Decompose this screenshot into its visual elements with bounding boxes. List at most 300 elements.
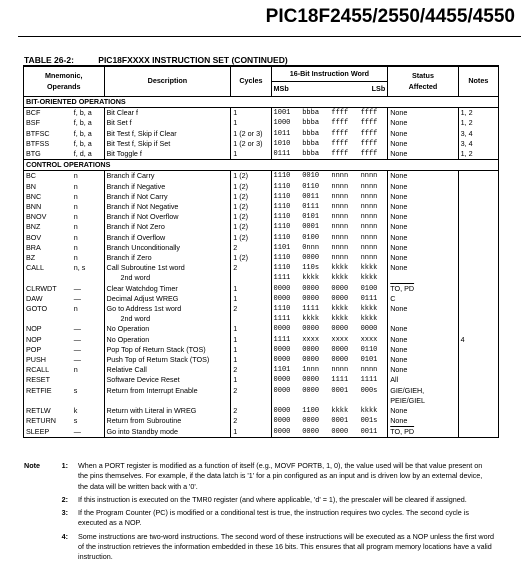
operands-cell: — (72, 335, 104, 345)
opcode-cell: 0010 (302, 172, 320, 181)
table-row (24, 182, 499, 192)
cycles-cell: 2 (231, 304, 271, 314)
cycles-cell: 1 (231, 108, 271, 119)
opcode-cell: 0000 (302, 325, 320, 334)
opcode-cell: nnnn (331, 254, 349, 263)
cycles-cell: 1 (2) (231, 233, 271, 243)
opcode-cell: nnnn (359, 365, 388, 375)
opcode-cell: nnnn (331, 213, 349, 222)
status-cell: None (388, 355, 458, 365)
note-text: When a PORT register is modified as a function of itself (e.g., MOVF PORTB, 1, 0), the value used will be that value present on the pins themselves. For example, if the data latch is '1' for a pin configured as an input and is driven low by an external device, the data will be written back with a '0'. (78, 461, 483, 491)
opcode-cell: nnnn (359, 233, 388, 243)
opcode-cell: 0111 (359, 294, 388, 304)
cycles-cell: 1 (231, 118, 271, 128)
opcode-cell: 1101 (273, 366, 291, 375)
opcode-cell: ffff (331, 119, 349, 128)
instruction-table (23, 65, 499, 438)
notes-cell (458, 212, 498, 222)
opcode-cell: 0100 (359, 284, 388, 294)
status-cell: TO, PD (388, 427, 458, 438)
note-text: Some instructions are two-word instructions. The second word of these instructions will be executed as a NOP unless the first word of the instruction retrieves the information embedded in these 16 bits. This ensures that all program memory locations have a valid instruction. (78, 531, 495, 562)
operands-cell: n (72, 222, 104, 232)
opcode-cell: ffff (329, 149, 358, 160)
opcode-cell: 0000 (273, 284, 291, 293)
description-cell: Bit Test f, Skip if Set (104, 139, 231, 149)
status-cell: None (388, 324, 458, 334)
mnemonic-cell: CLRWDT (24, 284, 72, 294)
opcode-cell: 0000 (302, 356, 320, 365)
notes-cell (458, 171, 498, 182)
mnemonic-cell: BC (24, 171, 72, 182)
mnemonic-cell: BNC (24, 192, 72, 202)
status-cell: None (388, 212, 458, 222)
opcode-cell: 1110 (273, 223, 291, 232)
status-cell: None (388, 263, 458, 273)
table-row (24, 212, 499, 222)
status-cell: None (388, 192, 458, 202)
status-cell: None (388, 129, 458, 139)
operands-cell: n (72, 182, 104, 192)
opcode-cell: 1100 (302, 407, 320, 416)
opcode-cell: 0001 (331, 386, 349, 395)
opcode-cell: 0011 (302, 192, 320, 201)
notes-cell (458, 233, 498, 243)
opcode-cell: 0000 (273, 356, 291, 365)
status-cell: None (388, 253, 458, 263)
operands-cell: — (72, 294, 104, 304)
mnemonic-cell: BOV (24, 233, 72, 243)
operands-cell: — (72, 284, 104, 294)
header-notes: Notes (458, 66, 498, 97)
description-cell: Bit Clear f (104, 108, 231, 119)
opcode-cell: 0000 (302, 376, 320, 385)
opcode-cell: nnnn (359, 182, 388, 192)
status-cell: None (388, 365, 458, 375)
mnemonic-cell (24, 396, 72, 406)
table-row (24, 149, 499, 160)
mnemonic-cell: PUSH (24, 355, 72, 365)
opcode-cell: ffff (359, 118, 388, 128)
opcode-cell: 1000 (273, 119, 291, 128)
operands-cell: — (72, 345, 104, 355)
description-cell: Go to Address 1st word (104, 304, 231, 314)
operands-cell: f, b, a (72, 108, 104, 119)
note-number: 4: (61, 531, 68, 541)
description-cell: Return from Interrupt Enable (104, 386, 231, 396)
mnemonic-cell: BCF (24, 108, 72, 119)
cycles-cell: 1 (231, 149, 271, 160)
description-cell: Branch if Carry (104, 171, 231, 182)
opcode-cell: 0001 (302, 223, 320, 232)
opcode-cell: nnnn (331, 172, 349, 181)
description-cell: Go into Standby mode (104, 427, 231, 438)
opcode-cell: 0000 (331, 345, 349, 354)
operands-cell: f, b, a (72, 118, 104, 128)
opcode-cell: 1111 (331, 376, 349, 385)
mnemonic-cell: RETLW (24, 406, 72, 416)
cycles-cell: 2 (231, 416, 271, 426)
opcode-cell: 0000 (302, 254, 320, 263)
opcode-cell: 0000 (273, 376, 291, 385)
note-number: 2: (61, 494, 68, 504)
cycles-cell: 1 (2) (231, 253, 271, 263)
section-header: BIT-ORIENTED OPERATIONS (24, 97, 499, 108)
notes-cell (458, 314, 498, 324)
notes-cell (458, 386, 498, 396)
operands-cell: n (72, 365, 104, 375)
opcode-cell: xxxx (359, 335, 388, 345)
header-mnemonic: Mnemonic, Operands (24, 66, 105, 97)
opcode-cell: 0000 (302, 386, 320, 395)
opcode-cell: 0000 (273, 325, 291, 334)
operands-cell: n (72, 243, 104, 253)
opcode-cell: nnnn (331, 203, 349, 212)
opcode-cell: bbba (300, 149, 329, 160)
mnemonic-cell: NOP (24, 335, 72, 345)
notes-cell (458, 355, 498, 365)
table-title: PIC18FXXXX INSTRUCTION SET (CONTINUED) (98, 55, 288, 65)
opcode-cell: bbba (302, 129, 320, 138)
opcode-cell: 1110 (273, 213, 291, 222)
notes-cell (458, 396, 498, 406)
notes-cell (458, 263, 498, 273)
opcode-cell: 1110 (273, 192, 291, 201)
opcode-cell: nnnn (331, 366, 349, 375)
status-cell: None (388, 233, 458, 243)
opcode-cell: ffff (359, 139, 388, 149)
cycles-cell: 1 (231, 427, 271, 438)
status-cell (388, 314, 458, 324)
opcode-cell: nnnn (359, 192, 388, 202)
cycles-cell: 1 (231, 345, 271, 355)
table-row (24, 243, 499, 253)
opcode-cell: 0000 (331, 294, 349, 303)
table-row (24, 365, 499, 375)
opcode-cell: 0000 (273, 345, 291, 354)
opcode-cell: kkkk (331, 274, 349, 283)
mnemonic-cell: BRA (24, 243, 72, 253)
operands-cell: — (72, 324, 104, 334)
mnemonic-cell: BSF (24, 118, 72, 128)
opcode-cell: 0000 (302, 284, 320, 293)
note-number: 3: (61, 508, 68, 518)
notes-cell (458, 284, 498, 294)
opcode-cell: 0000 (331, 325, 349, 334)
cycles-cell: 1 (231, 355, 271, 365)
status-cell: GIE/GIEH, (388, 386, 458, 396)
operands-cell: s (72, 416, 104, 426)
notes-cell (458, 253, 498, 263)
opcode-cell: 0000 (300, 427, 329, 438)
opcode-cell: ffff (359, 129, 388, 139)
table-row (24, 386, 499, 396)
operands-cell: n (72, 202, 104, 212)
table-row (24, 294, 499, 304)
opcode-cell: 1011 (273, 129, 291, 138)
table-row (24, 406, 499, 416)
description-cell: Branch Unconditionally (104, 243, 231, 253)
table-row (24, 304, 499, 314)
description-cell: Software Device Reset (104, 375, 231, 385)
opcode-cell: nnnn (359, 222, 388, 232)
notes-cell (458, 222, 498, 232)
mnemonic-cell: BNN (24, 202, 72, 212)
opcode-cell: 1111 (273, 335, 291, 344)
table-row (24, 375, 499, 385)
opcode-cell: nnnn (331, 192, 349, 201)
notes-cell (458, 243, 498, 253)
mnemonic-cell: BNZ (24, 222, 72, 232)
table-row (24, 427, 499, 438)
notes-cell: 1, 2 (458, 108, 498, 119)
opcode-cell: 0110 (359, 345, 388, 355)
operands-cell: n (72, 253, 104, 263)
description-cell: No Operation (104, 324, 231, 334)
header-lsb: LSb (329, 82, 387, 97)
table-row (24, 233, 499, 243)
opcode-cell: 0000 (329, 427, 358, 438)
opcode-cell: 1111 (273, 274, 291, 283)
opcode-cell: 0001 (331, 417, 349, 426)
notes-cell (458, 427, 498, 438)
note-text: If the Program Counter (PC) is modified or a conditional test is true, the instruction requires two cycles. The second cycle is executed as a NOP. (78, 508, 469, 528)
notes-cell: 1, 2 (458, 149, 498, 160)
status-cell: None (388, 139, 458, 149)
opcode-cell: xxxx (302, 335, 320, 344)
cycles-cell: 2 (231, 263, 271, 273)
table-row (24, 416, 499, 426)
note-label (24, 532, 54, 563)
opcode-cell: bbba (302, 119, 320, 128)
opcode-cell: kkkk (302, 315, 320, 324)
table-row (24, 118, 499, 128)
table-row (24, 345, 499, 355)
status-cell: None (388, 416, 458, 426)
mnemonic-cell: CALL (24, 263, 72, 273)
opcode-cell: nnnn (331, 182, 349, 191)
opcode-cell: kkkk (302, 274, 320, 283)
note-number: 1: (61, 461, 68, 470)
opcode-cell: 0100 (302, 233, 320, 242)
operands-cell: k (72, 406, 104, 416)
notes-cell (458, 365, 498, 375)
operands-cell: — (72, 427, 104, 438)
opcode-cell: 0000 (302, 417, 320, 426)
cycles-cell: 1 (2) (231, 222, 271, 232)
cycles-cell: 1 (2) (231, 182, 271, 192)
cycles-cell: 1 (2 or 3) (231, 139, 271, 149)
notes-cell (458, 304, 498, 314)
opcode-cell: 0000 (271, 427, 300, 438)
table-row (24, 335, 499, 345)
cycles-cell: 2 (231, 386, 271, 396)
mnemonic-cell: SLEEP (24, 427, 72, 438)
cycles-cell: 1 (231, 324, 271, 334)
status-cell: None (388, 406, 458, 416)
description-cell: Return with Literal in WREG (104, 406, 231, 416)
cycles-cell: 1 (2) (231, 212, 271, 222)
opcode-cell: 1110 (273, 305, 291, 314)
operands-cell: n (72, 171, 104, 182)
opcode-cell: ffff (331, 109, 349, 118)
opcode-cell: 0000 (273, 294, 291, 303)
opcode-cell: 0110 (302, 182, 320, 191)
description-cell: Branch if Not Negative (104, 202, 231, 212)
status-cell (388, 273, 458, 283)
description-cell: Branch if Not Overflow (104, 212, 231, 222)
note-label: Note (24, 461, 40, 470)
operands-cell: n (72, 233, 104, 243)
mnemonic-cell: GOTO (24, 304, 72, 314)
description-cell: Bit Toggle f (104, 149, 231, 160)
opcode-cell: 1101 (273, 243, 291, 252)
notes-cell (458, 202, 498, 212)
opcode-cell (329, 396, 358, 406)
status-cell: None (388, 149, 458, 160)
description-cell: Call Subroutine 1st word (104, 263, 231, 273)
notes-cell: 1, 2 (458, 118, 498, 128)
description-cell: Push Top of Return Stack (TOS) (104, 355, 231, 365)
cycles-cell: 1 (2) (231, 171, 271, 182)
opcode-cell: 0111 (302, 203, 320, 212)
mnemonic-cell: BNOV (24, 212, 72, 222)
opcode-cell (359, 396, 388, 406)
opcode-cell: 0000 (273, 386, 291, 395)
mnemonic-cell: RETURN (24, 416, 72, 426)
mnemonic-cell: BTFSS (24, 139, 72, 149)
description-cell: 2nd word (104, 273, 231, 283)
mnemonic-cell: POP (24, 345, 72, 355)
opcode-cell: nnnn (359, 202, 388, 212)
opcode-cell: 0000 (302, 345, 320, 354)
opcode-cell: nnnn (331, 233, 349, 242)
opcode-cell: 1111 (302, 305, 320, 314)
notes-cell (458, 182, 498, 192)
opcode-cell: 1111 (359, 375, 388, 385)
header-cycles: Cycles (231, 66, 271, 97)
opcode-cell: 0000 (331, 356, 349, 365)
header-opcode: 16-Bit Instruction Word (271, 66, 388, 82)
opcode-cell: 1010 (273, 139, 291, 148)
mnemonic-cell: RETFIE (24, 386, 72, 396)
opcode-cell: nnnn (359, 212, 388, 222)
opcode-cell: 001s (359, 416, 388, 426)
mnemonic-cell: BN (24, 182, 72, 192)
opcode-cell: 1111 (273, 315, 291, 324)
notes-cell (458, 345, 498, 355)
document-title: PIC18F2455/2550/4455/4550 (265, 6, 515, 27)
opcode-cell: bbba (302, 139, 320, 148)
header-status: Status Affected (388, 66, 458, 97)
cycles-cell (231, 314, 271, 324)
notes-cell (458, 406, 498, 416)
opcode-cell: 0000 (302, 294, 320, 303)
cycles-cell: 1 (231, 294, 271, 304)
header-msb: MSb (271, 82, 329, 97)
description-cell: Branch if Negative (104, 182, 231, 192)
opcode-cell: kkkk (331, 407, 349, 416)
opcode-cell: 0nnn (302, 243, 320, 252)
notes-cell (458, 294, 498, 304)
opcode-cell: 0000 (273, 407, 291, 416)
opcode-cell: nnnn (359, 171, 388, 182)
mnemonic-cell: BTFSC (24, 129, 72, 139)
description-cell: No Operation (104, 335, 231, 345)
cycles-cell: 1 (231, 375, 271, 385)
opcode-cell: 0000 (359, 324, 388, 334)
opcode-cell: 1110 (273, 203, 291, 212)
note-label (24, 495, 54, 505)
status-cell: None (388, 345, 458, 355)
table-row (24, 284, 499, 294)
mnemonic-cell: RCALL (24, 365, 72, 375)
cycles-cell: 2 (231, 365, 271, 375)
note-item (24, 508, 494, 529)
note-label (24, 508, 54, 529)
table-row (24, 396, 499, 406)
operands-cell: n (72, 304, 104, 314)
notes-cell (458, 192, 498, 202)
opcode-cell: xxxx (331, 335, 349, 344)
table-caption (24, 55, 288, 65)
notes-cell (458, 273, 498, 283)
opcode-cell: nnnn (331, 223, 349, 232)
operands-cell: — (72, 355, 104, 365)
description-cell: Branch if Overflow (104, 233, 231, 243)
status-cell: None (388, 304, 458, 314)
opcode-cell: kkkk (359, 304, 388, 314)
cycles-cell: 1 (231, 284, 271, 294)
opcode-cell: 0011 (359, 427, 388, 438)
instruction-rows (24, 97, 499, 438)
table-row (24, 129, 499, 139)
operands-cell: n (72, 192, 104, 202)
table-row (24, 202, 499, 212)
status-cell: None (388, 335, 458, 345)
opcode-cell: 0101 (302, 213, 320, 222)
table-row (24, 108, 499, 119)
table-label: TABLE 26-2: (24, 55, 74, 65)
opcode-cell: ffff (331, 139, 349, 148)
status-cell: None (388, 202, 458, 212)
cycles-cell: 2 (231, 406, 271, 416)
opcode-cell: ffff (331, 129, 349, 138)
opcode-cell: 110s (302, 264, 320, 273)
operands-cell (72, 273, 104, 283)
opcode-cell: 1110 (273, 172, 291, 181)
notes-cell: 3, 4 (458, 139, 498, 149)
table-row (24, 171, 499, 182)
opcode-cell: ffff (359, 108, 388, 119)
description-cell: Branch if Not Zero (104, 222, 231, 232)
mnemonic-cell: BZ (24, 253, 72, 263)
notes-cell (458, 416, 498, 426)
opcode-cell: nnnn (359, 253, 388, 263)
table-row (24, 192, 499, 202)
opcode-cell: 0000 (273, 417, 291, 426)
status-cell: All (388, 375, 458, 385)
description-cell: 2nd word (104, 314, 231, 324)
mnemonic-cell: RESET (24, 375, 72, 385)
mnemonic-cell: NOP (24, 324, 72, 334)
status-cell: None (388, 243, 458, 253)
operands-cell: s (72, 386, 104, 396)
notes-cell: 4 (458, 335, 498, 345)
opcode-cell: ffff (359, 149, 388, 160)
header-description: Description (104, 66, 231, 97)
operands-cell: n, s (72, 263, 104, 273)
status-cell: None (388, 171, 458, 182)
